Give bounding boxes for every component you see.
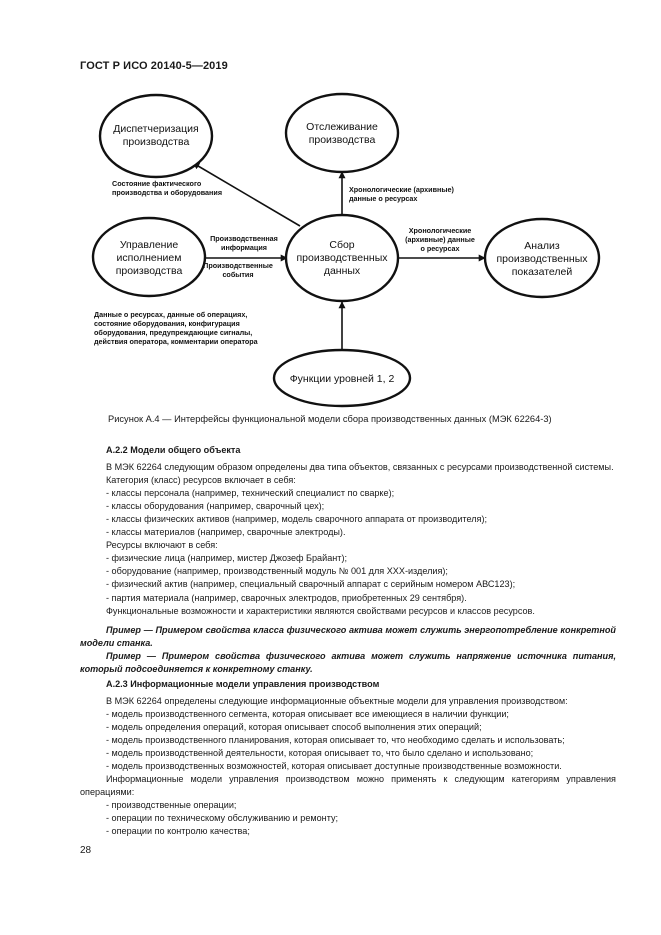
- section-heading-a23: А.2.3 Информационные модели управления производством: [106, 678, 380, 689]
- list-item: - операции по контролю качества;: [106, 826, 250, 837]
- paragraph: Ресурсы включают в себя:: [106, 540, 218, 551]
- node-collect-line3: данных: [323, 265, 361, 277]
- node-tracking-line2: производства: [308, 134, 376, 146]
- node-dispatch: [100, 95, 212, 177]
- svg-text:Отслеживаниепроизводства: [306, 121, 378, 146]
- paragraph: Функциональные возможности и характеристики являются свойствами ресурсов и классов ресурсов.: [106, 605, 535, 616]
- node-collect-line2: производственных: [296, 252, 388, 264]
- list-item: - физический актив (например, специальный сварочный аппарат с серийным номером АВС123);: [106, 579, 516, 590]
- node-dispatch-line1: Диспетчеризация: [113, 123, 199, 135]
- node-functions: [274, 350, 410, 406]
- node-tracking-line1: Отслеживание: [306, 121, 378, 133]
- paragraph: В МЭК 62264 определены следующие информационные объектные модели для управления производством:: [106, 695, 568, 706]
- node-control-line1: Управление: [119, 239, 179, 251]
- paragraph: Информационные модели управления производством можно применять к следующим категориям управления операциями:: [80, 774, 616, 798]
- body-text: [80, 442, 616, 838]
- svg-text:Диспетчеризацияпроизводства: [113, 123, 198, 148]
- svg-text:Управлениеисполнениемпроизводс: [116, 239, 183, 277]
- page-number: 28: [80, 845, 92, 856]
- node-functions-label: Функции уровней 1, 2: [289, 373, 395, 385]
- node-control-line2: исполнением: [116, 252, 182, 264]
- example-paragraph: Пример — Примером свойства физического актива может служить напряжение источника питания, который подсоединяется к конкретному станку.: [80, 650, 616, 674]
- node-analysis-line2: производственных: [496, 253, 588, 265]
- label-chrono-up: Хронологические (архивные) данные о ресурсах: [349, 185, 454, 203]
- example-paragraph: Пример — Примером свойства класса физического актива может служить энергопотребление конкретной модели станка.: [80, 624, 616, 648]
- list-item: - операции по техническому обслуживанию и ремонту;: [106, 813, 339, 824]
- node-dispatch-line2: производства: [122, 136, 190, 148]
- label-resources: Данные о ресурсах, данные об операциях, состояние оборудования, конфигурация оборудования, предупреждающие сигналы, действия оператора, комментарии оператора: [94, 310, 258, 346]
- document-header: ГОСТ Р ИСО 20140-5—2019: [80, 60, 228, 72]
- label-prod-info: Производственная информация: [210, 234, 278, 252]
- list-item: - классы персонала (например, технический специалист по сварке);: [106, 488, 395, 499]
- label-prod-events: Производственные события: [203, 261, 273, 279]
- node-analysis-line1: Анализ: [524, 240, 560, 252]
- list-item: - модель определения операций, которая описывает способ выполнения этих операций;: [106, 721, 482, 732]
- list-item: - партия материала (например, сварочных электродов, приобретенных 29 сентября).: [106, 592, 467, 603]
- list-item: - модель производственной деятельности, которая описывает то, что было сделано и использовано;: [106, 748, 534, 759]
- paragraph: Категория (класс) ресурсов включает в себя:: [106, 475, 296, 486]
- figure-caption: Рисунок А.4 — Интерфейсы функциональной модели сбора производственных данных (МЭК 62264-3): [108, 414, 552, 424]
- label-state: Состояние фактического производства и оборудования: [112, 179, 223, 197]
- node-control-line3: производства: [115, 265, 183, 277]
- list-item: - физические лица (например, мистер Джозеф Брайант);: [106, 553, 347, 564]
- node-collect: [286, 215, 398, 301]
- list-item: - модель производственного сегмента, которая описывает все имеющиеся в наличии функции;: [106, 708, 509, 719]
- list-item: - классы физических активов (например, модель сварочного аппарата от производителя);: [106, 514, 488, 525]
- list-item: - производственные операции;: [106, 800, 237, 811]
- node-tracking: [286, 94, 398, 172]
- list-item: - оборудование (например, производственный модуль № 001 для ХХХ-изделия);: [106, 566, 448, 577]
- node-analysis-line3: показателей: [511, 266, 573, 278]
- list-item: - модель производственного планирования, которая описывает то, что необходимо сделать и использовать;: [106, 734, 565, 745]
- list-item: - классы оборудования (например, сварочный цех);: [106, 501, 325, 512]
- node-control: [93, 218, 205, 296]
- node-collect-line1: Сбор: [329, 239, 355, 251]
- node-analysis: [485, 219, 599, 297]
- label-chrono-right: Хронологические (архивные) данные о ресурсах: [405, 226, 475, 253]
- list-item: - классы материалов (например, сварочные электроды).: [106, 527, 346, 538]
- list-item: - модель производственных возможностей, которая описывает доступные производственные возможности.: [106, 761, 562, 772]
- section-heading-a22: А.2.2 Модели общего объекта: [106, 445, 241, 455]
- functional-model-diagram: [0, 0, 661, 410]
- paragraph: В МЭК 62264 следующим образом определены два типа объектов, связанных с ресурсами производственной системы.: [106, 462, 614, 473]
